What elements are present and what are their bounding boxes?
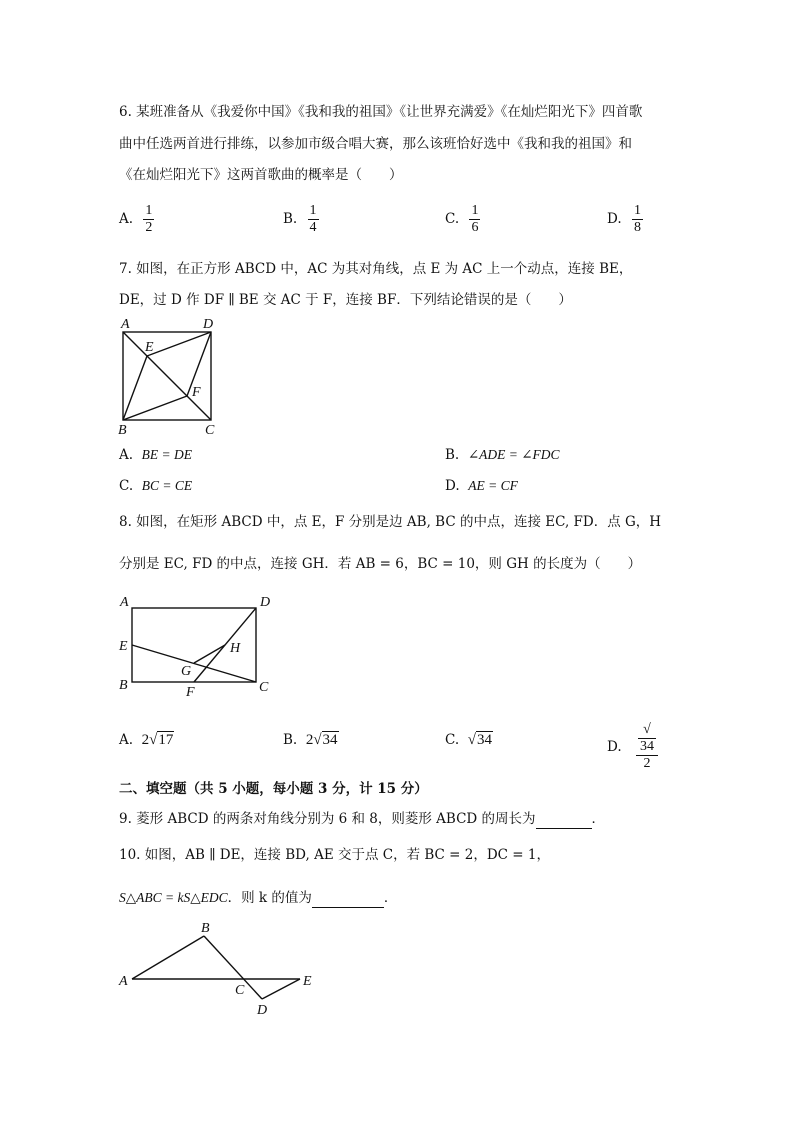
label-c: C (235, 983, 245, 998)
q7-option-d: D. AE = CF (445, 478, 518, 494)
label-d: D (203, 317, 214, 332)
q10-line-1: 10. 如图，AB ∥ DE，连接 BD, AE 交于点 C，若 BC = 2，DC = 1， (119, 847, 550, 863)
q6-option-a: A. $\frac{1}{2}$ (119, 203, 153, 235)
q6-option-d: D. $\frac{1}{8}$ (607, 203, 641, 235)
q6-option-b: B. $\frac{1}{4}$ (283, 203, 317, 235)
answer-blank[interactable] (536, 828, 592, 829)
fraction: $\frac{1}{2}$ (145, 203, 153, 235)
diagonal-ac (123, 332, 211, 420)
q8-line-1: 8. 如图，在矩形 ABCD 中，点 E，F 分别是边 AB, BC 的中点，连接 EC, FD．点 G，H (119, 514, 662, 530)
label-d: D (260, 595, 271, 610)
q7-option-b: B. ∠ADE = ∠FDC (445, 447, 560, 463)
fraction: $\frac{1}{6}$ (471, 203, 479, 235)
segment-de (262, 979, 300, 999)
q7-line-1: 7. 如图，在正方形 ABCD 中，AC 为其对角线，点 E 为 AC 上一个动点，连接 BE， (119, 261, 633, 277)
label-h: H (230, 641, 241, 656)
q6-line-2: 曲中任选两首进行排练，以参加市级合唱大赛，那么该班恰好选中《我和我的祖国》和 (119, 136, 632, 152)
q8-option-c: C. √34 (445, 732, 492, 748)
label-b: B (119, 678, 128, 693)
q10-line-2: S△ABC = kS△EDC．则 k 的值为 ． (119, 890, 398, 906)
q7-option-c: C. BC = CE (119, 478, 193, 494)
segment-ab (132, 936, 204, 979)
q7-line-2: DE，过 D 作 DF ∥ BE 交 AC 于 F，连接 BF．下列结论错误的是（ ） (119, 292, 572, 308)
fraction: $\frac{1}{8}$ (633, 203, 641, 235)
label-e: E (145, 340, 154, 355)
q8-option-a: A. 2√17 (119, 732, 174, 748)
label-e: E (119, 639, 128, 654)
q10-figure-triangles (112, 918, 322, 1020)
segment-de (147, 332, 211, 356)
fraction: $\frac{1}{4}$ (309, 203, 317, 235)
label-f: F (186, 685, 195, 700)
label-a: A (121, 317, 130, 332)
q7-option-a: A. BE = DE (119, 447, 192, 463)
label-a: A (119, 974, 128, 989)
q8-line-2: 分别是 EC, FD 的中点，连接 GH．若 AB = 6，BC = 10，则 GH 的长度为（ ） (119, 556, 642, 572)
segment-bd (204, 936, 262, 999)
label-c: C (259, 680, 269, 695)
q6-line-3: 《在灿烂阳光下》这两首歌曲的概率是（ ） (119, 167, 403, 183)
label-b: B (118, 423, 127, 438)
label-g: G (181, 664, 192, 679)
q8-option-d: D. √ 34 2 (607, 722, 658, 772)
segment-bf (123, 396, 187, 420)
q8-figure-rectangle (112, 590, 282, 702)
label-b: B (201, 921, 210, 936)
q6-line-1: 6. 某班准备从《我爱你中国》《我和我的祖国》《让世界充满爱》《在灿烂阳光下》四首歌 (119, 104, 643, 120)
answer-blank[interactable] (312, 907, 384, 908)
label-e: E (303, 974, 312, 989)
q6-option-c: C. $\frac{1}{6}$ (445, 203, 479, 235)
section-heading: 二、填空题（共 5 小题，每小题 3 分，计 15 分） (119, 781, 428, 797)
label-f: F (192, 385, 201, 400)
label-c: C (205, 423, 215, 438)
label-d: D (257, 1003, 268, 1018)
segment-be (123, 356, 147, 420)
q8-option-b: B. 2√34 (283, 732, 338, 748)
q7-figure-square (112, 314, 222, 438)
label-a: A (120, 595, 129, 610)
segment-gh (194, 645, 225, 663)
q9-line: 9. 菱形 ABCD 的两条对角线分别为 6 和 8，则菱形 ABCD 的周长为 ． (119, 811, 606, 827)
